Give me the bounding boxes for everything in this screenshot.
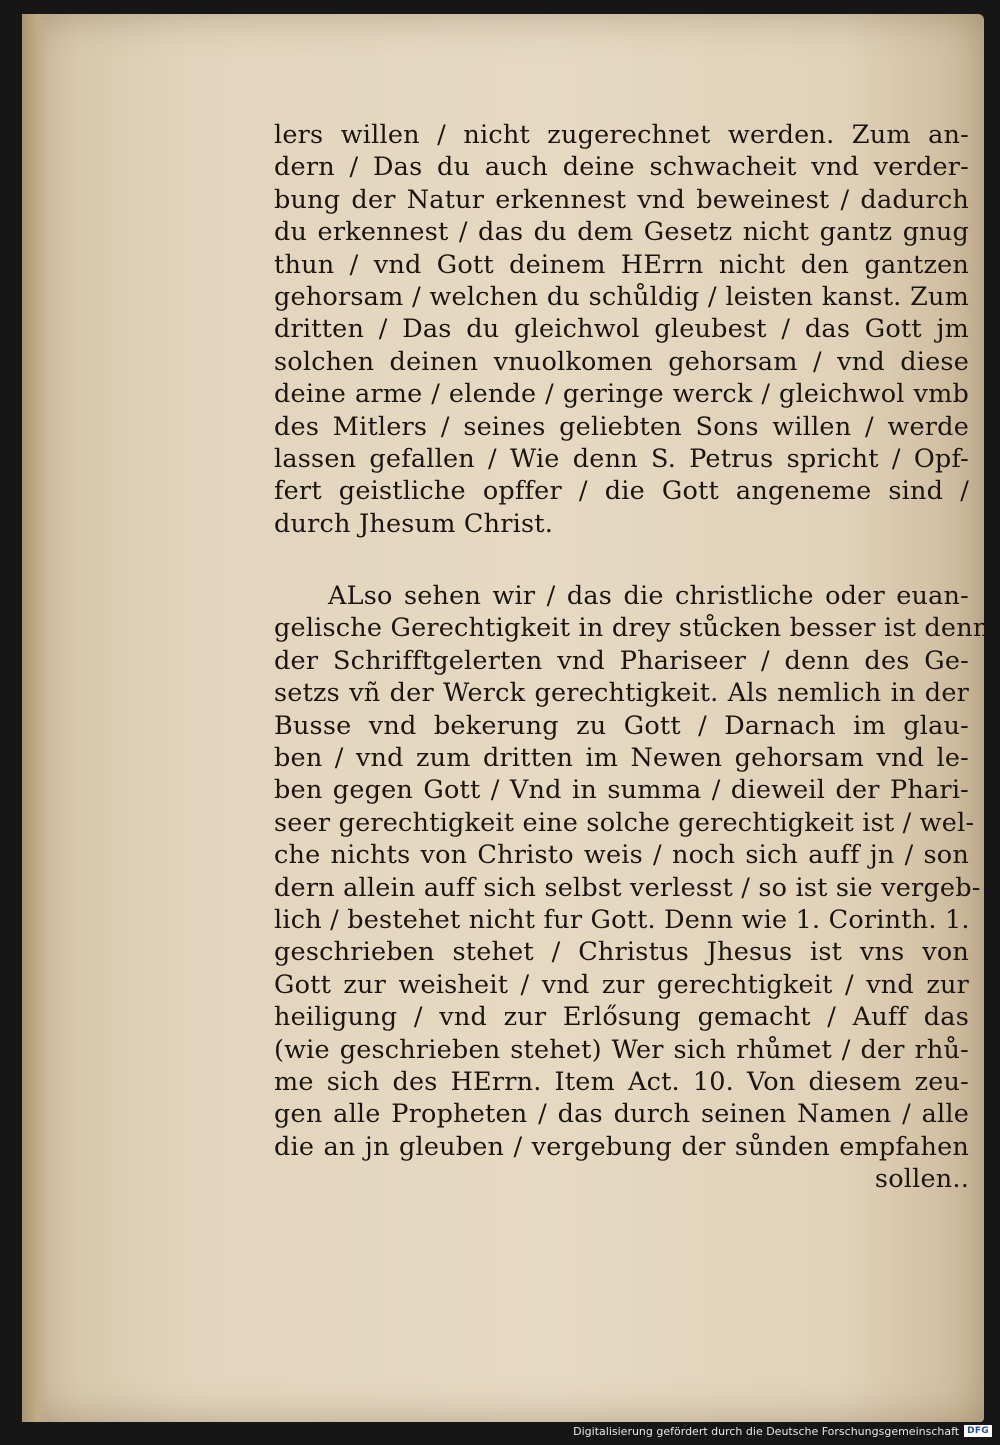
- text-line: fert geistliche opffer / die Gott angeneme sind /: [274, 476, 969, 507]
- text-line: lassen gefallen / Wie denn S. Petrus spricht / Opf-: [274, 443, 969, 474]
- text-line: geschrieben stehet / Christus Jhesus ist vns von: [274, 937, 969, 968]
- footer-credit-text: Digitalisierung gefördert durch die Deutsche Forschungsgemeinschaft: [573, 1424, 960, 1438]
- text-line: seer gerechtigkeit eine solche gerechtigkeit ist / wel-: [274, 807, 975, 838]
- text-line: thun / vnd Gott deinem HErrn nicht den gantzen: [274, 249, 969, 280]
- text-line: die an jn gleuben / vergebung der sůnden empfahen: [274, 1131, 969, 1162]
- dfg-logo-icon: DFG: [964, 1425, 992, 1437]
- text-line: bung der Natur erkennest vnd beweinest / dadurch: [274, 184, 969, 215]
- text-line: Busse vnd bekerung zu Gott / Darnach im glau-: [274, 710, 969, 741]
- paragraph-1: [274, 119, 969, 540]
- page-binding-edge: [22, 14, 48, 1422]
- paragraph-2: [274, 580, 990, 1195]
- text-line: gehorsam / welchen du schůldig / leisten kanst. Zum: [274, 281, 969, 312]
- paragraph-gap: [274, 540, 969, 580]
- digitization-footer: [573, 1423, 992, 1439]
- text-line: ben / vnd zum dritten im Newen gehorsam vnd le-: [274, 743, 969, 774]
- text-line: dern / Das du auch deine schwacheit vnd verder-: [274, 152, 969, 183]
- text-line: lich / bestehet nicht fur Gott. Denn wie 1. Corinth. 1.: [274, 904, 970, 935]
- text-line: solchen deinen vnuolkomen gehorsam / vnd diese: [274, 346, 969, 377]
- text-line: dern allein auff sich selbst verlesst / so ist sie vergeb-: [274, 872, 981, 903]
- text-line: setzs vñ der Werck gerechtigkeit. Als nemlich in der: [274, 678, 969, 709]
- text-line: gen alle Propheten / das durch seinen Namen / alle: [274, 1099, 969, 1130]
- text-line: des Mitlers / seines geliebten Sons willen / werde: [274, 411, 969, 442]
- text-line: (wie geschrieben stehet) Wer sich rhůmet / der rhů-: [274, 1034, 969, 1065]
- text-line: dritten / Das du gleichwol gleubest / das Gott jm: [274, 314, 969, 345]
- text-line: gelische Gerechtigkeit in drey stůcken besser ist denn: [274, 613, 990, 644]
- book-page: [22, 14, 990, 1422]
- text-line: heiligung / vnd zur Erlősung gemacht / Auff das: [274, 1002, 969, 1033]
- text-line: ALso sehen wir / das die christliche oder euan-: [328, 581, 969, 612]
- text-line: che nichts von Christo weis / noch sich auff jn / son: [274, 840, 969, 871]
- text-line: deine arme / elende / geringe werck / gleichwol vmb: [274, 379, 969, 410]
- closing-line: sollen..: [874, 1164, 969, 1195]
- text-line: durch Jhesum Christ.: [274, 508, 553, 539]
- text-line: Gott zur weisheit / vnd zur gerechtigkeit / vnd zur: [274, 969, 969, 1000]
- text-line: du erkennest / das du dem Gesetz nicht gantz gnug: [274, 217, 969, 248]
- text-line: der Schrifftgelerten vnd Phariseer / denn des Ge-: [274, 645, 969, 676]
- page-body-text: [274, 119, 990, 1196]
- text-line: me sich des HErrn. Item Act. 10. Von diesem zeu-: [274, 1066, 969, 1097]
- text-line: ben gegen Gott / Vnd in summa / dieweil der Phari-: [274, 775, 969, 806]
- text-line: lers willen / nicht zugerechnet werden. Zum an-: [274, 120, 969, 150]
